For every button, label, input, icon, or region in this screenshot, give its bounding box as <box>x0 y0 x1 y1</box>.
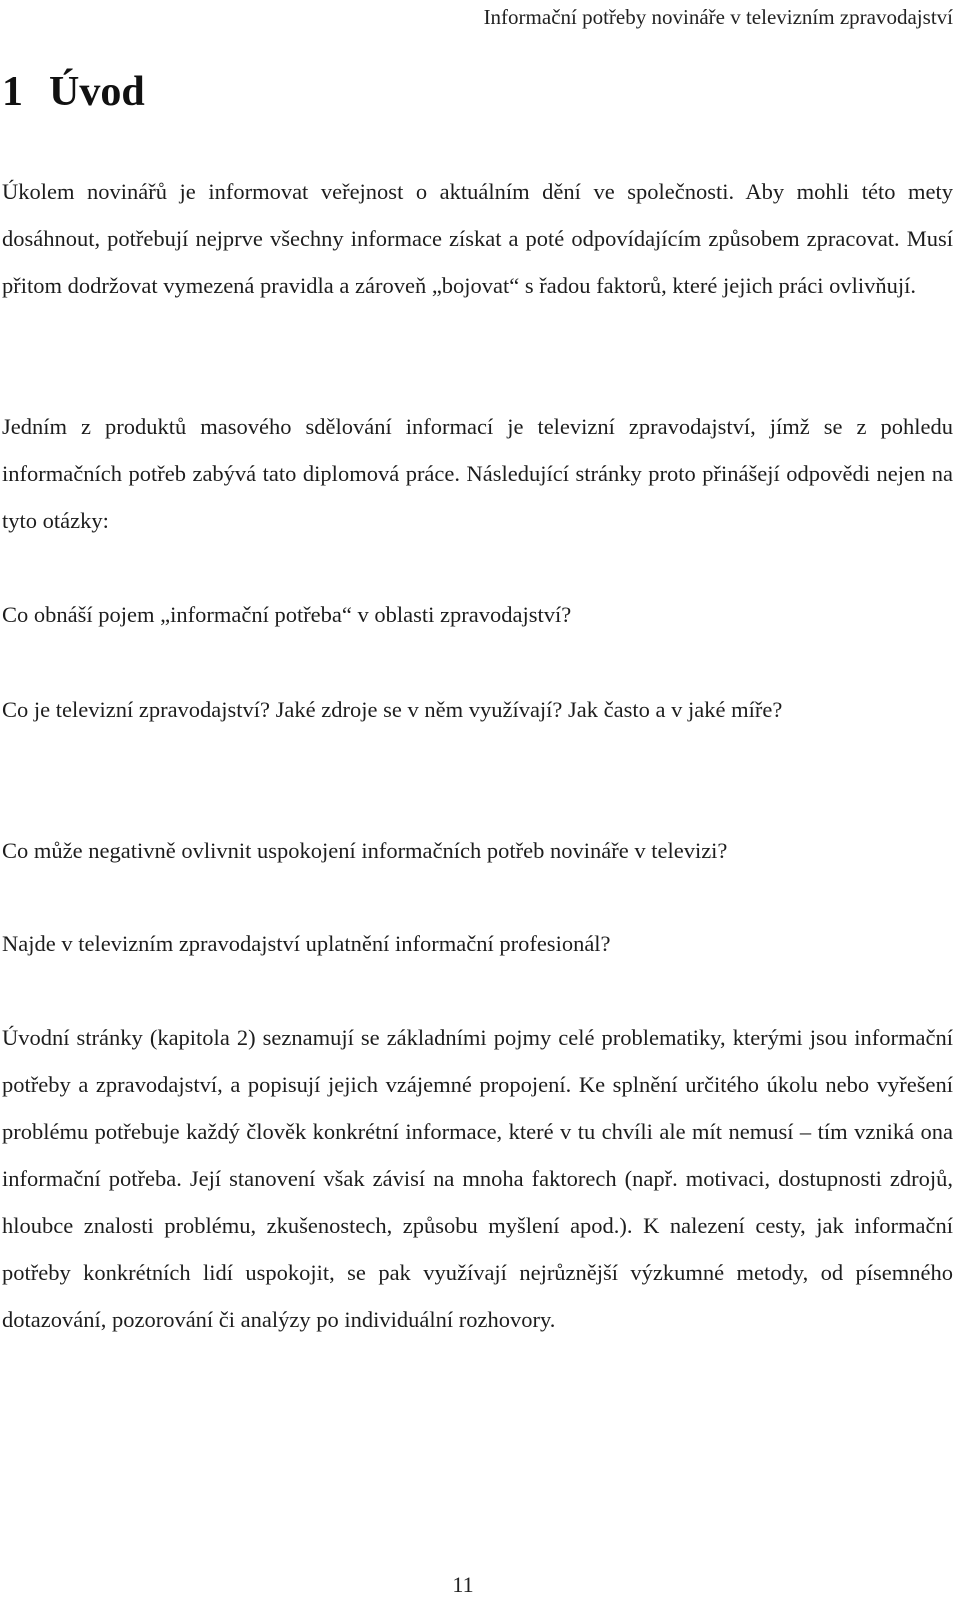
page-number: 11 <box>452 1572 474 1597</box>
running-header: Informační potřeby novináře v televizním zpravodajství <box>483 5 953 29</box>
thesis-paragraph: Jedním z produktů masového sdělování informací je televizní zpravodajství, jímž se z pohledu informačních potřeb zabývá tato diplomová práce. Následující stránky proto přinášejí odpovědi nejen na tyto otázky: <box>2 414 953 533</box>
chapter-heading <box>2 64 145 120</box>
overview-paragraph: Úvodní stránky (kapitola 2) seznamují se základními pojmy celé problematiky, kterými jsou informační potřeby a zpravodajství, a popisují jejich vzájemné propojení. Ke splnění určitého úkolu nebo vyřešení problému potřebuje každý člověk konkrétní informace, které v tu chvíli ale mít nemusí – tím vzniká ona informační potřeba. Její stanovení však závisí na mnoha faktorech (např. motivaci, dostupnosti zdrojů, hloubce znalosti problému, zkušenostech, způsobu myšlení apod.). K nalezení cesty, jak informační potřeby konkrétních lidí uspokojit, se pak využívají nejrůznější výzkumné metody, od písemného dotazování, pozorování či analýzy po individuální rozhovory. <box>2 1025 953 1332</box>
chapter-number: 1 <box>2 69 23 115</box>
chapter-title: Úvod <box>49 69 145 115</box>
question-item: Co může negativně ovlivnit uspokojení informačních potřeb novináře v televizi? <box>2 838 728 863</box>
question-item: Co obnáší pojem „informační potřeba“ v oblasti zpravodajství? <box>2 602 572 627</box>
intro-paragraph: Úkolem novinářů je informovat veřejnost o aktuálním dění ve společnosti. Aby mohli této mety dosáhnout, potřebují nejprve všechny informace získat a poté odpovídajícím způsobem zpracovat. Musí přitom dodržovat vymezená pravidla a zároveň „bojovat“ s řadou faktorů, které jejich práci ovlivňují. <box>2 179 953 298</box>
question-item: Najde v televizním zpravodajství uplatnění informační profesionál? <box>2 931 611 956</box>
question-item: Co je televizní zpravodajství? Jaké zdroje se v něm využívají? Jak často a v jaké míře? <box>2 697 783 722</box>
